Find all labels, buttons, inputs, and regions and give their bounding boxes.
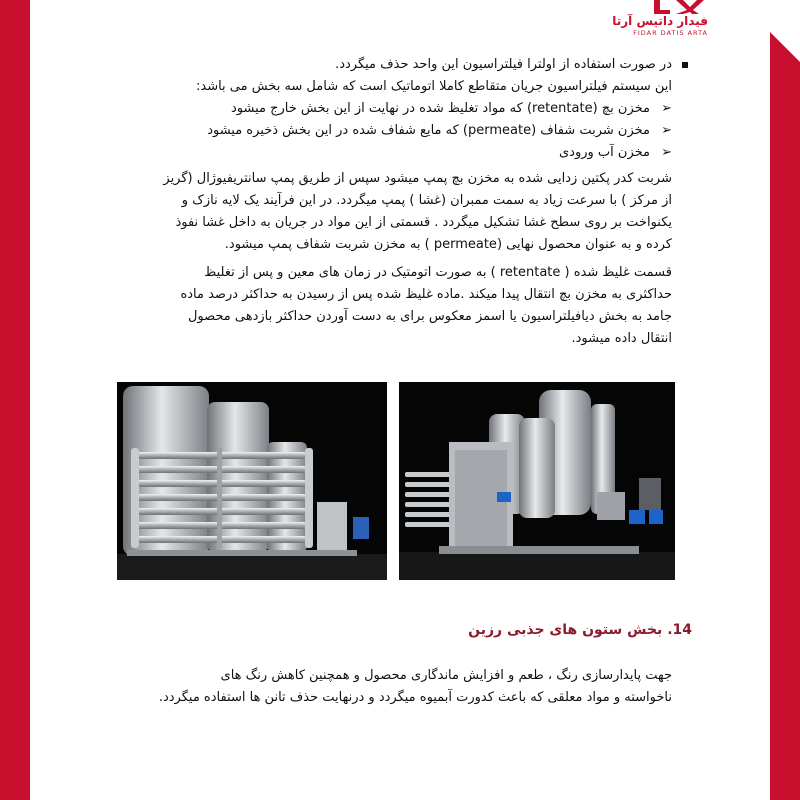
list-item-text: مخزن شربت شفاف (permeate) که مایع شفاف شده در این بخش ذخیره میشود bbox=[207, 123, 650, 138]
paragraph-line: قسمت غلیظ شده ( retentate ) به صورت اتومتیک در زمان های معین و پس از تغلیظ bbox=[204, 265, 672, 280]
list-item bbox=[112, 98, 672, 120]
left-border-bar bbox=[0, 0, 30, 800]
arrow-check-icon: ➢ bbox=[661, 123, 672, 138]
paragraph-line: از مرکز ) با سرعت زیاد به سمت ممبران (غشا ) پمپ میگردد. در این فرآیند یک لایه نازک و bbox=[181, 193, 672, 208]
arrow-check-icon: ➢ bbox=[661, 101, 672, 116]
paragraph-line: یکنواخت بر روی سطح غشا تشکیل میگردد . قسمتی از این مواد در جریان به داخل غشا نفوذ bbox=[175, 215, 672, 230]
retentate-paragraph bbox=[112, 262, 672, 350]
list-item bbox=[112, 120, 672, 142]
arrow-check-icon: ➢ bbox=[661, 145, 672, 160]
tank-system-illustration bbox=[399, 382, 675, 580]
logo-mark-icon bbox=[650, 0, 708, 14]
paragraph-line: جهت پایدارسازی رنگ ، طعم و افزایش ماندگاری محصول و همچنین کاهش رنگ های bbox=[220, 668, 672, 683]
intro-text: این سیستم فیلتراسیون جریان متقاطع کاملا اتوماتیک است که شامل سه بخش می باشد: bbox=[195, 79, 672, 94]
paragraph-line: کرده و به عنوان محصول نهایی (permeate ) به مخزن شربت شفاف پمپ میشود. bbox=[224, 237, 672, 252]
logo-text-english: FIDAR DATIS ARTA bbox=[633, 29, 708, 37]
equipment-photo-right bbox=[399, 382, 675, 580]
square-bullet-icon bbox=[682, 62, 688, 68]
section-number: 14. bbox=[667, 622, 692, 638]
section-heading bbox=[468, 622, 692, 638]
list-item bbox=[112, 142, 672, 164]
filtration-unit-illustration bbox=[117, 382, 387, 580]
right-bar-notch bbox=[738, 0, 800, 62]
list-item-text: مخزن آب ورودی bbox=[559, 145, 650, 160]
logo-text-persian: فیدار داتیس آرتا bbox=[612, 14, 708, 28]
section-title-text: بخش ستون های جذبی رزین bbox=[468, 622, 663, 638]
intro-section bbox=[112, 54, 672, 164]
process-paragraph bbox=[112, 168, 672, 256]
bullet-item bbox=[112, 54, 672, 76]
company-logo bbox=[558, 0, 708, 40]
paragraph-line: حداکثری به مخزن بچ انتقال پیدا میکند .ماده غلیظ شده پس از رسیدن به حداکثر درصد ماده bbox=[180, 287, 672, 302]
equipment-photo-left bbox=[117, 382, 387, 580]
paragraph-line: ناخواسته و مواد معلقی که باعث کدورت آبمیوه میگردد و درنهایت حذف تانن ها استفاده میگردد. bbox=[158, 690, 672, 705]
paragraph-line: شربت کدر پکتین زدایی شده به مخزن بچ پمپ میشود سپس از طریق پمپ سانتریفیوژال (گریز bbox=[163, 171, 672, 186]
bullet-text: در صورت استفاده از اولترا فیلتراسیون این واحد حذف میگردد. bbox=[335, 57, 672, 72]
list-item-text: مخزن بچ (retentate) که مواد تغلیظ شده در نهایت از این بخش خارج میشود bbox=[230, 101, 650, 116]
paragraph-line: انتقال داده میشود. bbox=[571, 331, 672, 346]
right-border-bar bbox=[770, 0, 800, 800]
paragraph-line: جامد به بخش دیافیلتراسیون یا اسمز معکوس برای به دست آوردن حداکثر بازدهی محصول bbox=[187, 309, 672, 324]
resin-section-paragraph bbox=[112, 665, 672, 709]
